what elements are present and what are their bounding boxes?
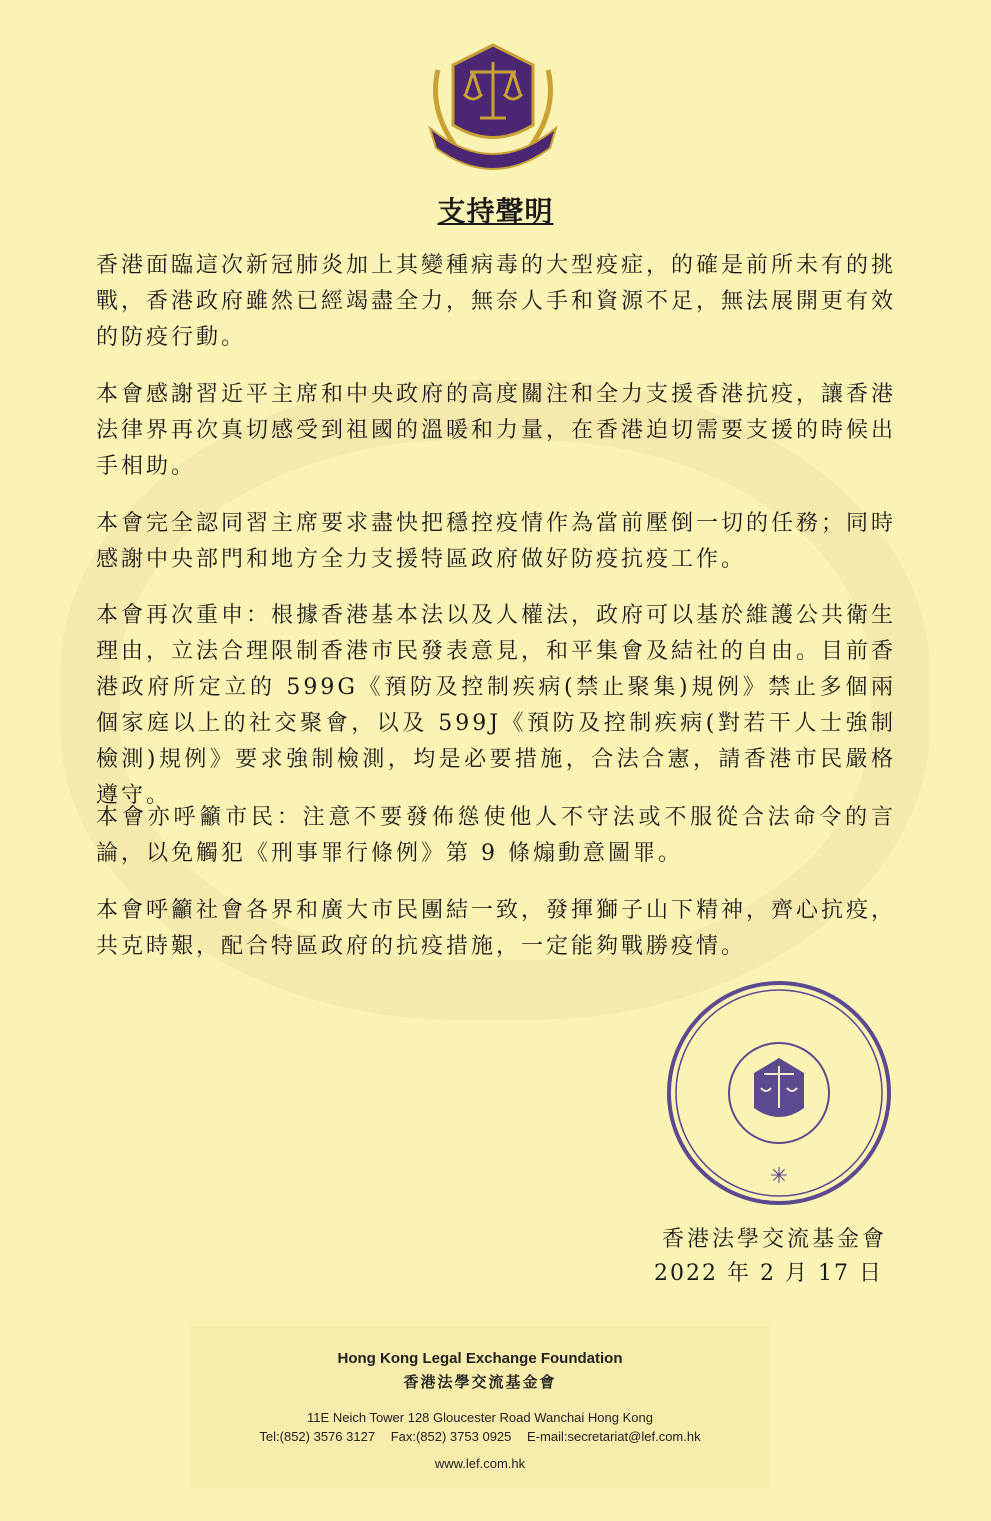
- footer-contact: [190, 1429, 770, 1444]
- footer-name-en: Hong Kong Legal Exchange Foundation: [337, 1350, 623, 1367]
- footer-tel: Tel:(852) 3576 3127: [259, 1429, 376, 1444]
- signature-date: 2022 年 2 月 17 日: [654, 1261, 883, 1286]
- paragraph: 香港面臨這次新冠肺炎加上其變種病毒的大型疫症，的確是前所未有的挑戰，香港政府雖然已經竭盡全力，無奈人手和資源不足，無法展開更有效的防疫行動。: [96, 253, 897, 350]
- paragraph: 本會呼籲社會各界和廣大市民團結一致，發揮獅子山下精神，齊心抗疫，共克時艱，配合特區政府的抗疫措施，一定能夠戰勝疫情。: [96, 898, 897, 959]
- letterhead-footer: [190, 1326, 770, 1488]
- paragraph: 本會亦呼籲市民：注意不要發佈慫使他人不守法或不服從合法命令的言論，以免觸犯《刑事罪行條例》第 9 條煽動意圖罪。: [96, 805, 896, 866]
- page-title: 支持聲明: [437, 195, 554, 228]
- footer-fax: Fax:(852) 3753 0925: [390, 1429, 512, 1444]
- foundation-logo: [418, 40, 568, 175]
- footer-website[interactable]: www.lef.com.hk: [434, 1456, 526, 1471]
- svg-text:✳: ✳: [769, 1164, 789, 1189]
- paragraph: 本會再次重申：根據香港基本法以及人權法，政府可以基於維護公共衛生理由，立法合理限制香港市民發表意見，和平集會及結社的自由。目前香港政府所定立的 599G《預防及控制疾病(禁止聚集)規例》禁止多個兩個家庭以上的社交聚會，以及 599J《預防及控制疾病(對若干人士強制檢測)規例》要求強制檢測，均是必要措施，合法合憲，請香港市民嚴格遵守。: [96, 603, 897, 808]
- company-seal: [664, 978, 894, 1208]
- paragraph: 本會完全認同習主席要求盡快把穩控疫情作為當前壓倒一切的任務；同時感謝中央部門和地方全力支援特區政府做好防疫抗疫工作。: [96, 511, 897, 572]
- paragraph: 本會感謝習近平主席和中央政府的高度關注和全力支援香港抗疫，讓香港法律界再次真切感受到祖國的溫暖和力量，在香港迫切需要支援的時候出手相助。: [96, 382, 897, 479]
- signature-org: 香港法學交流基金會: [661, 1227, 887, 1252]
- footer-address: 11E Neich Tower 128 Gloucester Road Wanchai Hong Kong: [307, 1410, 653, 1425]
- footer-email[interactable]: E-mail:secretariat@lef.com.hk: [527, 1429, 701, 1444]
- footer-name-zh: 香港法學交流基金會: [403, 1374, 557, 1391]
